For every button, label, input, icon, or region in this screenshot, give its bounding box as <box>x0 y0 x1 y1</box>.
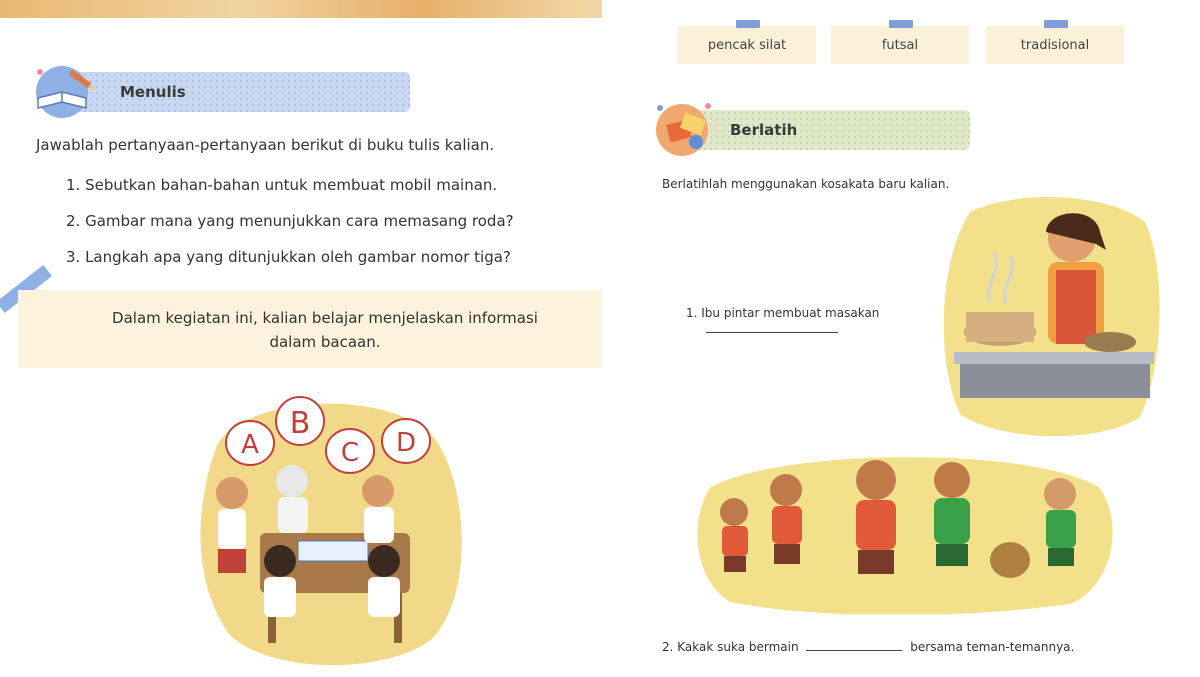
keyword-tape-2 <box>889 20 913 28</box>
callout-line-1: Dalam kegiatan ini, kalian belajar menjelaskan informasi <box>112 309 538 327</box>
menulis-label: Menulis <box>120 83 186 101</box>
berlatih-instruction: Berlatihlah menggunakan kosakata baru kalian. <box>662 177 950 191</box>
menulis-header <box>58 72 410 112</box>
keyword-tape-1 <box>736 20 760 28</box>
item2-after: bersama teman-temannya. <box>910 640 1075 654</box>
question-3: 3. Langkah apa yang ditunjukkan oleh gambar nomor tiga? <box>66 248 511 266</box>
keyword-tape-3 <box>1044 20 1068 28</box>
summary-callout-text <box>60 306 590 354</box>
berlatih-label: Berlatih <box>730 121 798 139</box>
practice-icon <box>652 98 716 160</box>
answer-line-2[interactable] <box>806 650 902 651</box>
exercise-item-2 <box>662 640 1074 654</box>
item2-before: 2. Kakak suka bermain <box>662 640 799 654</box>
callout-line-2: dalam bacaan. <box>269 333 381 351</box>
bubble-b: B <box>289 406 311 441</box>
keyword-3: tradisional <box>1020 37 1090 53</box>
bubble-c: C <box>340 438 360 468</box>
children-football-illustration <box>690 448 1118 614</box>
children-discussion-illustration <box>188 383 470 673</box>
bubble-d: D <box>395 428 417 458</box>
answer-line-1[interactable] <box>706 332 838 333</box>
berlatih-header <box>672 110 970 150</box>
keyword-card-1 <box>678 26 816 64</box>
top-illustration-strip <box>0 0 602 18</box>
mother-cooking-illustration <box>940 192 1162 440</box>
keyword-card-3 <box>986 26 1124 64</box>
question-1: 1. Sebutkan bahan-bahan untuk membuat mobil mainan. <box>66 176 498 194</box>
exercise-item-1: 1. Ibu pintar membuat masakan <box>686 306 880 320</box>
bubble-a: A <box>241 430 259 460</box>
keyword-2: futsal <box>881 37 919 53</box>
menulis-instruction: Jawablah pertanyaan-pertanyaan berikut di buku tulis kalian. <box>36 136 495 154</box>
keyword-card-2 <box>831 26 969 64</box>
keyword-1: pencak silat <box>707 37 787 53</box>
question-2: 2. Gambar mana yang menunjukkan cara memasang roda? <box>66 212 514 230</box>
book-pencil-icon <box>30 62 98 120</box>
